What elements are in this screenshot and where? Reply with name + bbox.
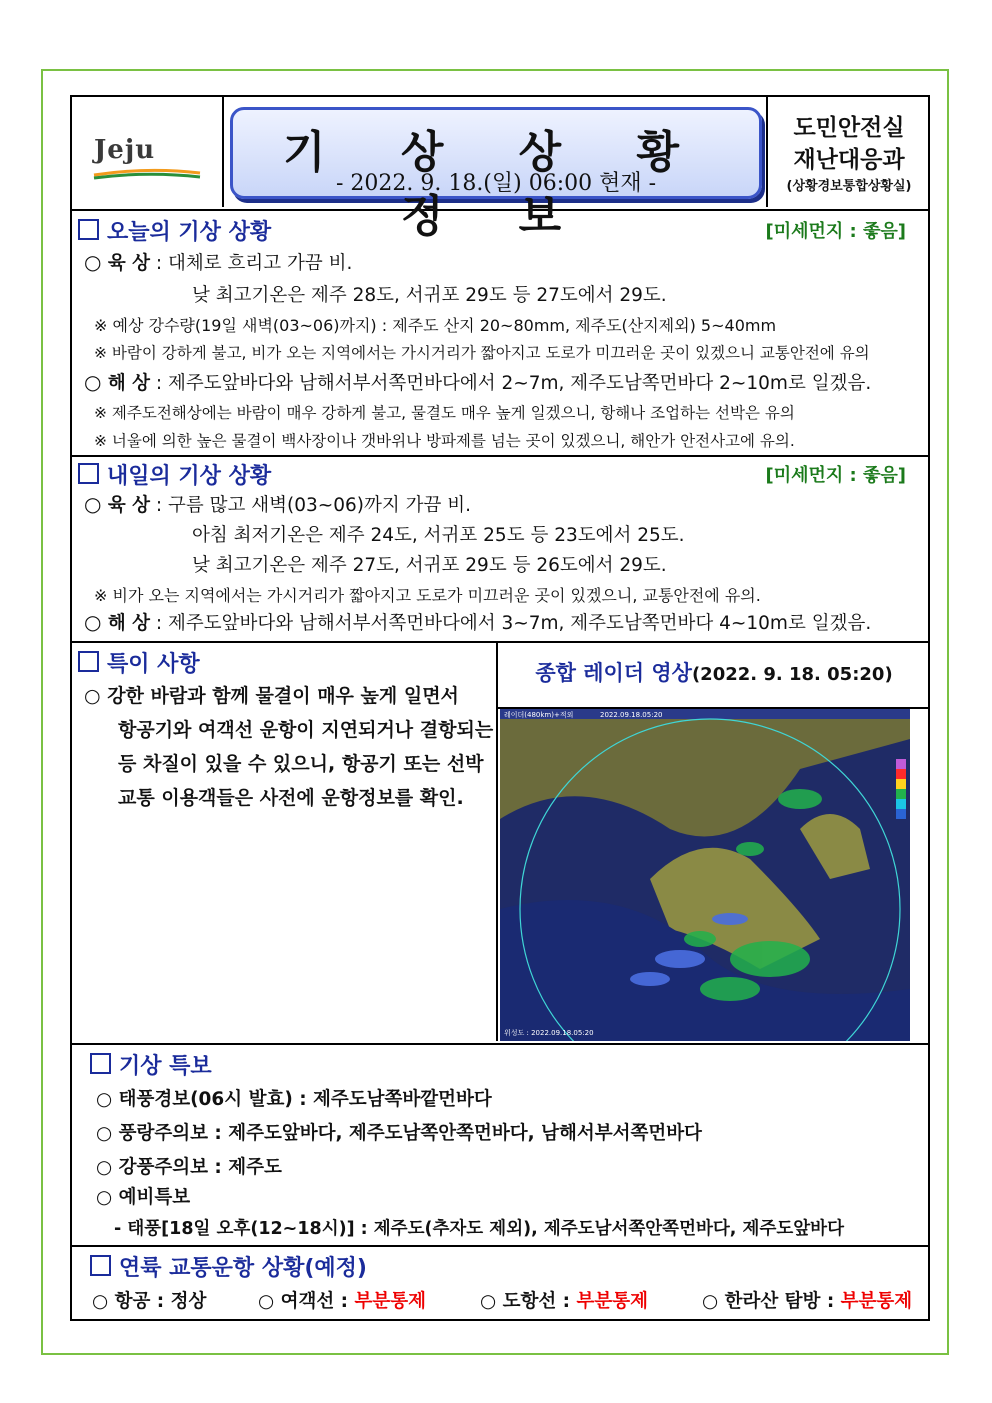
title-box bbox=[230, 107, 762, 242]
page-title: 기 상 상 황 정 보 bbox=[283, 127, 709, 242]
traffic-title: 연륙 교통운항 상황(예정) bbox=[90, 1251, 367, 1282]
checkbox-icon bbox=[78, 651, 99, 672]
radar-footer: 위성도 : 2022.09.18.05:20 bbox=[504, 1029, 594, 1037]
today-sea: ○ 해 상 : 제주도앞바다와 남해서부서쪽먼바다에서 2~7m, 제주도남쪽먼바다 2~10m로 일겠음. bbox=[84, 370, 872, 394]
today-note-rain: ※ 예상 강수량(19일 새벽(03~06)까지) : 제주도 산지 20~80mm, 제주도(산지제외) 5~40mm bbox=[94, 316, 777, 335]
special-section bbox=[72, 641, 928, 1045]
special-title: 특이 사항 bbox=[78, 647, 200, 678]
warnings-title: 기상 특보 bbox=[90, 1049, 212, 1080]
traffic-hallasan: ○ 한라산 탐방 : 부분통제 bbox=[702, 1291, 913, 1312]
today-title: 오늘의 기상 상황 bbox=[78, 215, 271, 246]
traffic-section bbox=[72, 1245, 928, 1319]
tomorrow-title: 내일의 기상 상황 bbox=[78, 459, 271, 490]
radar-timestamp: 2022.09.18.05:20 bbox=[600, 711, 663, 719]
today-land: ○ 육 상 : 대체로 흐리고 가끔 비. bbox=[84, 250, 353, 274]
traffic-island-ferry: ○ 도항선 : 부분통제 bbox=[480, 1291, 648, 1312]
org-department: 도민안전실 bbox=[793, 115, 905, 141]
warning-preliminary-detail: - 태풍[18일 오후(12~18시)] : 제주도(추자도 제외), 제주도남서쪽안쪽먼바다, 제주도앞바다 bbox=[114, 1219, 844, 1239]
special-line-1: ○ 강한 바람과 함께 물결이 매우 높게 일면서 bbox=[84, 685, 459, 707]
warning-typhoon: ○ 태풍경보(06시 발효) : 제주도남쪽바깥먼바다 bbox=[96, 1089, 492, 1110]
today-dust: [미세먼지 : 좋음] bbox=[765, 221, 906, 242]
tomorrow-land-max: 낮 최고기온은 제주 27도, 서귀포 29도 등 26도에서 29도. bbox=[192, 555, 667, 576]
checkbox-icon bbox=[90, 1255, 111, 1276]
checkbox-icon bbox=[78, 219, 99, 240]
org-division: 재난대응과 bbox=[793, 147, 905, 173]
tomorrow-section bbox=[72, 455, 928, 643]
checkbox-icon bbox=[78, 463, 99, 484]
tomorrow-land: ○ 육 상 : 구름 많고 새벽(03~06)까지 가끔 비. bbox=[84, 492, 472, 516]
tomorrow-note-traffic: ※ 비가 오는 지역에서는 가시거리가 짧아지고 도로가 미끄러운 곳이 있겠으니, 교통안전에 유의. bbox=[94, 586, 761, 605]
special-line-2: 항공기와 여객선 운항이 지연되거나 결항되는 bbox=[118, 719, 494, 741]
today-note-sea: ※ 제주도전해상에는 바람이 매우 강하게 불고, 물결도 매우 높게 일겠으니, 항해나 조업하는 선박은 유의 bbox=[94, 404, 795, 422]
radar-caption: 레이더(480km)+적외 bbox=[504, 711, 574, 719]
logo-swoosh-icon bbox=[92, 167, 202, 181]
jeju-logo bbox=[72, 97, 224, 207]
warning-preliminary: ○ 예비특보 bbox=[96, 1187, 191, 1208]
warnings-section bbox=[72, 1043, 928, 1247]
traffic-air: ○ 항공 : 정상 bbox=[92, 1291, 207, 1312]
traffic-ferry: ○ 여객선 : 부분통제 bbox=[258, 1291, 426, 1312]
organization bbox=[766, 97, 930, 207]
radar-legend bbox=[896, 759, 906, 819]
checkbox-icon bbox=[90, 1053, 111, 1074]
warning-wave: ○ 풍랑주의보 : 제주도앞바다, 제주도남쪽안쪽먼바다, 남해서부서쪽먼바다 bbox=[96, 1123, 702, 1144]
today-land-temp: 낮 최고기온은 제주 28도, 서귀포 29도 등 27도에서 29도. bbox=[192, 285, 667, 306]
special-line-4: 교통 이용객들은 사전에 운항정보를 확인. bbox=[118, 787, 464, 809]
today-note-swell: ※ 너울에 의한 높은 물결이 백사장이나 갯바위나 방파제를 넘는 곳이 있겠으니, 해안가 안전사고에 유의. bbox=[94, 432, 795, 450]
tomorrow-sea: ○ 해 상 : 제주도앞바다와 남해서부서쪽먼바다에서 3~7m, 제주도남쪽먼바다 4~10m로 일겠음. bbox=[84, 610, 872, 634]
radar-title: 종합 레이더 영상(2022. 9. 18. 05:20) bbox=[498, 641, 930, 709]
tomorrow-land-min: 아침 최저기온은 제주 24도, 서귀포 25도 등 23도에서 25도. bbox=[192, 525, 685, 546]
tomorrow-dust: [미세먼지 : 좋음] bbox=[765, 465, 906, 486]
warning-wind: ○ 강풍주의보 : 제주도 bbox=[96, 1157, 282, 1178]
report-date: - 2022. 9. 18.(일) 06:00 현재 - bbox=[335, 171, 657, 196]
today-note-traffic: ※ 바람이 강하게 불고, 비가 오는 지역에서는 가시거리가 짧아지고 도로가 미끄러운 곳이 있겠으니 교통안전에 유의 bbox=[94, 344, 870, 362]
logo-text: Jeju bbox=[94, 135, 156, 165]
today-section bbox=[72, 209, 928, 457]
radar-image bbox=[500, 709, 910, 1041]
radar-panel bbox=[496, 641, 930, 1041]
special-line-3: 등 차질이 있을 수 있으니, 항공기 또는 선박 bbox=[118, 753, 484, 775]
weather-report-document bbox=[70, 95, 930, 1321]
org-office: (상황경보통합상황실) bbox=[786, 179, 912, 194]
